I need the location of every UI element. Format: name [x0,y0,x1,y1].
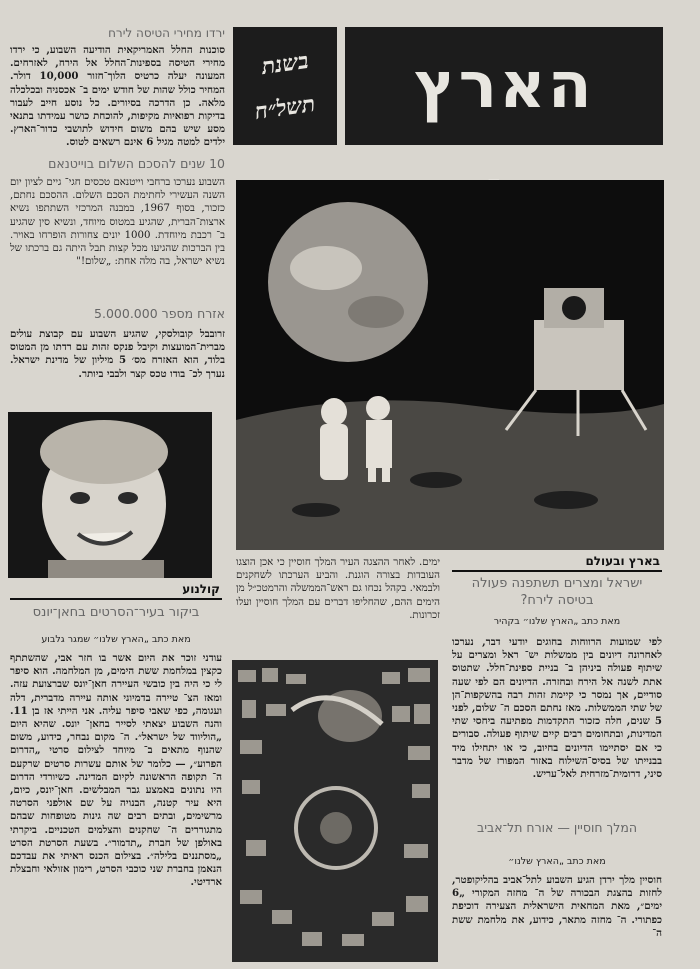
cinema-byline: מאת כתב „הארץ שלנו״ שמגר גלבוע [41,634,191,645]
masthead-subtitle-line1: בשנת [260,47,310,81]
hussein-byline: מאת כתב „הארץ שלנו״ [508,856,606,867]
masthead-title-box [345,27,663,145]
world-section-rule [452,570,662,572]
hussein-continuation: ימים. לאחר ההצגה העיר המלך חוסיין כי אכן הוצגו העובדות בצורה הוגנת. והביע הערכתו לשחקנים ולבמאי. בקהל נכחו גם ראש־הממשלה והרמטכ״ל מן הימים ההם, שהחליפו דברים עם המלך חוסיין ועלו זכרונות. [236,557,440,621]
cinema-headline: ביקור בעיר־הסרטים בחאן־יונס [32,605,200,620]
hussein-headline: המלך חוסיין — אורח תל־אביב [477,820,637,835]
child-portrait-illustration [8,412,212,578]
world-body: לפי שמועות הרווחות בחוגים יודעי דבר, נערכו לאחרונה דיונים בין ממשלות יש־ ראל ומצרים על שיתוף פעולה ביניהן ב־ בניית ספינת־חלל. שתטוס אתת לשנה אל הירח ובחזרה. הדיונים הם לפי שעה סודיים, אך נמסר כי קיימת זהות רבה בהשקפות־הן של שתי הממשלות. מאז נחתם הסכם ה־ שלום, לפני 5 שנים, חלה כזכור התקדמות מפתיעה ביחסי שתי המדינות, ובתחומים רבים קיים שיתוף פעולה. סבורים כי אם יסתיימו הדיונים בחיוב, כי או יתחילו מיד בבנייתו של בסיס־השילוח באזור המפורז של מדבר סיני, דרומית־מזרחית לאל־עריש. [452,636,662,781]
city-aerial-illustration [232,660,438,962]
masthead-title: הארץ [414,49,594,123]
masthead-subtitle-line2: תשל״ח [253,90,317,126]
city-aerial-photo [232,660,438,962]
moon-prices-body: סוכנות החלל האמריקאית הודיעה השבוע, כי ירדו מחירי הטיסה בספינות־החלל אל הירח, לאזרחים. המעונה יעלה כרטיס הלוך־חזור 10,000 דולר. המחיר כולל שהות של חודש ימים ב־ אכסניה ובכלכלה מלאה. כן הדרכה בסיורים. כל נוסע חייב לעבור בדיקות רפואיות מקיפות, להוכחת כושר עמידתו בתנאי מסע שיש בהם משום חידוש לתושבי כדור־הארץ. ילדים למטה מגיל 6 אינם רשאים לטוס. [10,44,225,149]
child-portrait-photo [8,412,212,578]
vietnam-headline: 10 שנים להסכם השלום בוייטנאם [48,156,225,171]
vietnam-body: השבוע נערכו ברחבי וייטנאם טכסים חגי־ גיים לציון יום השנה העשירי לחתימת הסכם השלום. ההסכם נחתם, כזכור, בסוף 1967, במבנה המרכזי השתתפו נשיא ארצות־הברית, שהגיע במטוס מיוחד, ונשיא סין שהגיע ב־ רכבת מיוחדת. 1000 יונים צחורות הופרחו באויר. בין הברכות שהגיעו מכל קצות תבל היתה גם ברכתו של נשיא ישראל, בה מלה אחת: „שלום!" [10,177,225,268]
citizen-body: זרובבל קובולסקי, שהגיע השבוע עם קבוצת עולים מברית־המועצות וקיבל פנקס זהות עם רדתו מן המטוס בלוד, הוא האזרח מס׳ 5 מיליון של מדינת ישראל. נערך לכ־ בודו טכס קצר ולבבי ביותר. [10,328,225,380]
world-section-label: בארץ ובעולם [585,554,660,568]
citizen-headline: אזרח מספר 5.000.000 [94,306,225,321]
cinema-section-rule [10,598,222,600]
cinema-body: עודני זוכר את היום אשר בו חזר אבי, שהשתתף כקצין במלחמת ששת הימים, מן המלחמה. הוא סיפר לי כי היה בין כובשי העיירה חאן־יונס שברצועת עזה. ומאז הצ־ טיירה בדמיוני אותה עיירה מדברית, דלה ועגומה, כפי שאבי סיפר עליה. אני הייתי אז בן 11. והנה השבוע יצאתי לסייר בחאן־ יונס. שהיא היום „הוליווד של ישראל״. ה־ מקום נבחר, כידוע, משום שהנוף מתאים ב־ מיוחד לצילום סרטי „הדרום הפרוע״, — כלומר של אותם עשרות סרטים שרקעם ה־ תקופה הראשונה לקיום המדינה. כשיורדי הדרום היו נתונים באמצע גבר המבלשים. חאן־יונס, כיום, היא עיר קטנה, הבנויה על שם אולפני הסרטה מרשימים, ובתים רבים שה גינות מטופחות שבהם מתגוררים ה־ שחקנים והצלמים הטכניים. ביקרתי באולפן של חברת „תדמור״. בשעת הסרטת הסרט „מסתננים בלילה״. בצילום הכנס ראיתי את עבדכם הנאמן בחברת שני כוכבי הסרט, רימון אזולאי וחבצלת ארדיטי. [10,652,222,889]
world-byline: מאת כתב „הארץ שלנו״ בקהיר [493,616,621,627]
moon-landing-illustration [236,180,664,550]
masthead-subtitle-box [233,27,337,145]
cinema-section-label: קולנוע [182,582,220,596]
hussein-body: חוסיין מלך ירדן הגיע השבוע לתל־אביב בהליקופטר, לחזות בהצגת הבכורה של ה־ מחזה המקורי „6 ימים״, מאת המחאית הישראלית הצעירה דוכיפת כפתורי. ה־ מחזה מתאר, כידוע, את מלחמת ששת ה־ [452,874,662,939]
moon-prices-headline: ירדו מחירי הטיסה לירח [108,26,225,40]
world-headline: ישראל ומצרים תשתפנה פעולה בטיסה לירח? [471,576,643,608]
moon-landing-photo [236,180,664,550]
